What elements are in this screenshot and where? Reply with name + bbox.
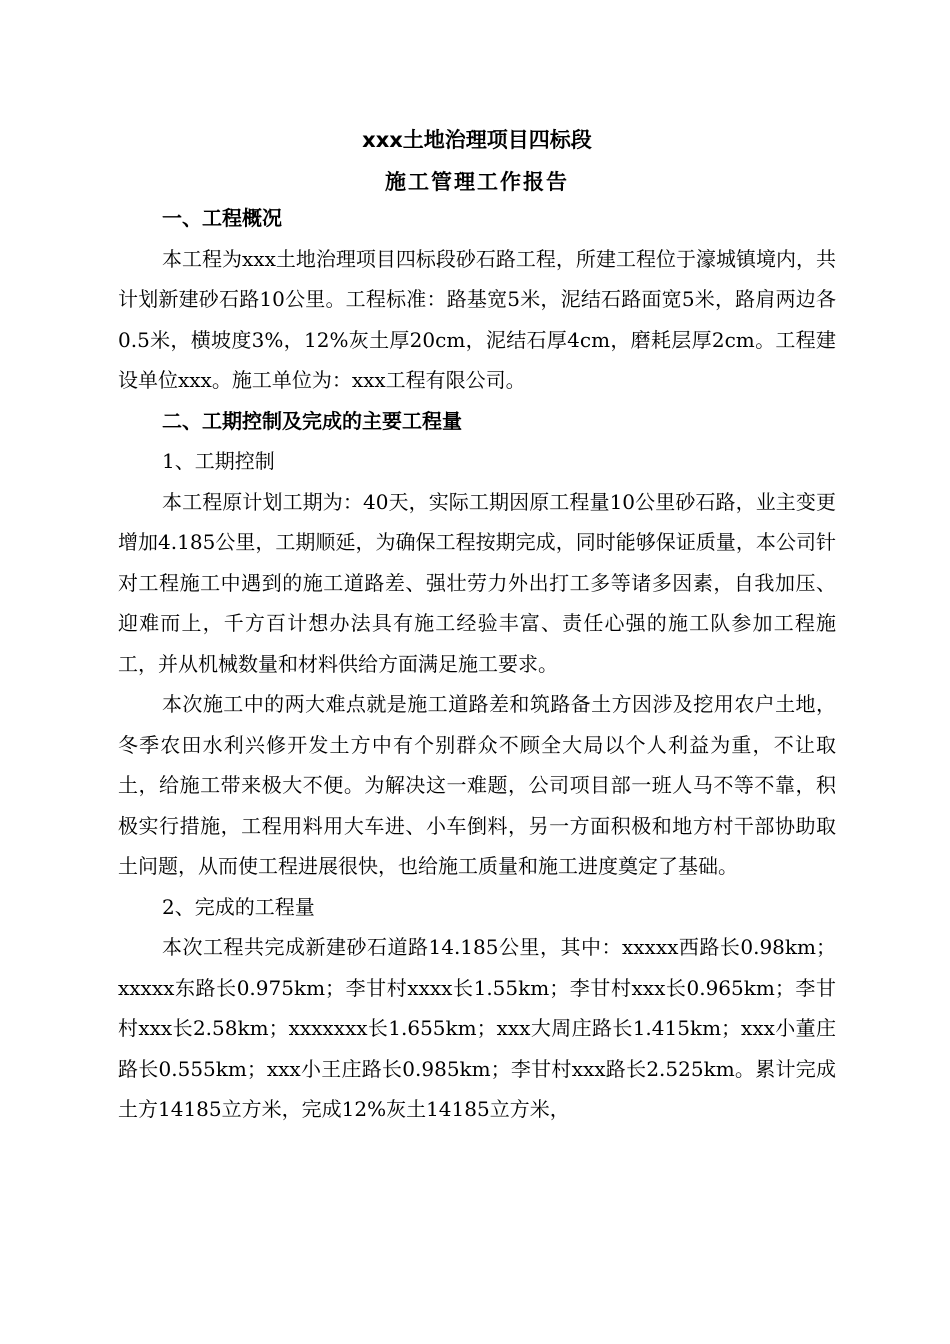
section1-paragraph: 本工程为xxx土地治理项目四标段砂石路工程，所建工程位于濠城镇境内，共计划新建砂石路10公里。工程标准：路基宽5米，泥结石路面宽5米，路肩两边各0.5米，横坡度3%，12%灰土厚20cm，泥结石厚4cm，磨耗层厚2cm。工程建设单位xxx。施工单位为：xxx工程有限公司。 [118, 246, 836, 392]
report-title-line1: xxx土地治理项目四标段 [362, 128, 592, 152]
subsection2-heading: 2、完成的工程量 [162, 894, 315, 919]
report-title-line2: 施工管理工作报告 [385, 170, 569, 194]
subsection2-paragraph: 本次工程共完成新建砂石道路14.185公里，其中：xxxxx西路长0.98km；xxxxx东路长0.975km；李甘村xxxx长1.55km；李甘村xxx长0.965km；李甘村xxx长2.58km；xxxxxxx长1.655km；xxx大周庄路长1.415km；xxx小董庄路长0.555km；xxx小王庄路长0.985km；李甘村xxx路长2.525km。累计完成土方14185立方米，完成12%灰土14185立方米， [118, 935, 836, 1121]
section1-heading: 一、工程概况 [162, 206, 282, 230]
section2-heading: 二、工期控制及完成的主要工程量 [162, 408, 462, 433]
subsection1-paragraph2: 本次施工中的两大难点就是施工道路差和筑路备土方因涉及挖用农户土地，冬季农田水利兴修开发土方中有个别群众不顾全大局以个人利益为重，不让取土，给施工带来极大不便。为解决这一难题，公司项目部一班人马不等不靠，积极实行措施，工程用料用大车进、小车倒料，另一方面积极和地方村干部协助取土问题，从而使工程进展很快，也给施工质量和施工进度奠定了基础。 [118, 692, 836, 878]
subsection1-heading: 1、工期控制 [162, 449, 275, 473]
subsection1-paragraph1: 本工程原计划工期为：40天，实际工期因原工程量10公里砂石路，业主变更增加4.185公里，工期顺延，为确保工程按期完成，同时能够保证质量，本公司针对工程施工中遇到的施工道路差、强壮劳力外出打工多等诸多因素，自我加压、迎难而上，千方百计想办法具有施工经验丰富、责任心强的施工队参加工程施工，并从机械数量和材料供给方面满足施工要求。 [118, 489, 836, 676]
